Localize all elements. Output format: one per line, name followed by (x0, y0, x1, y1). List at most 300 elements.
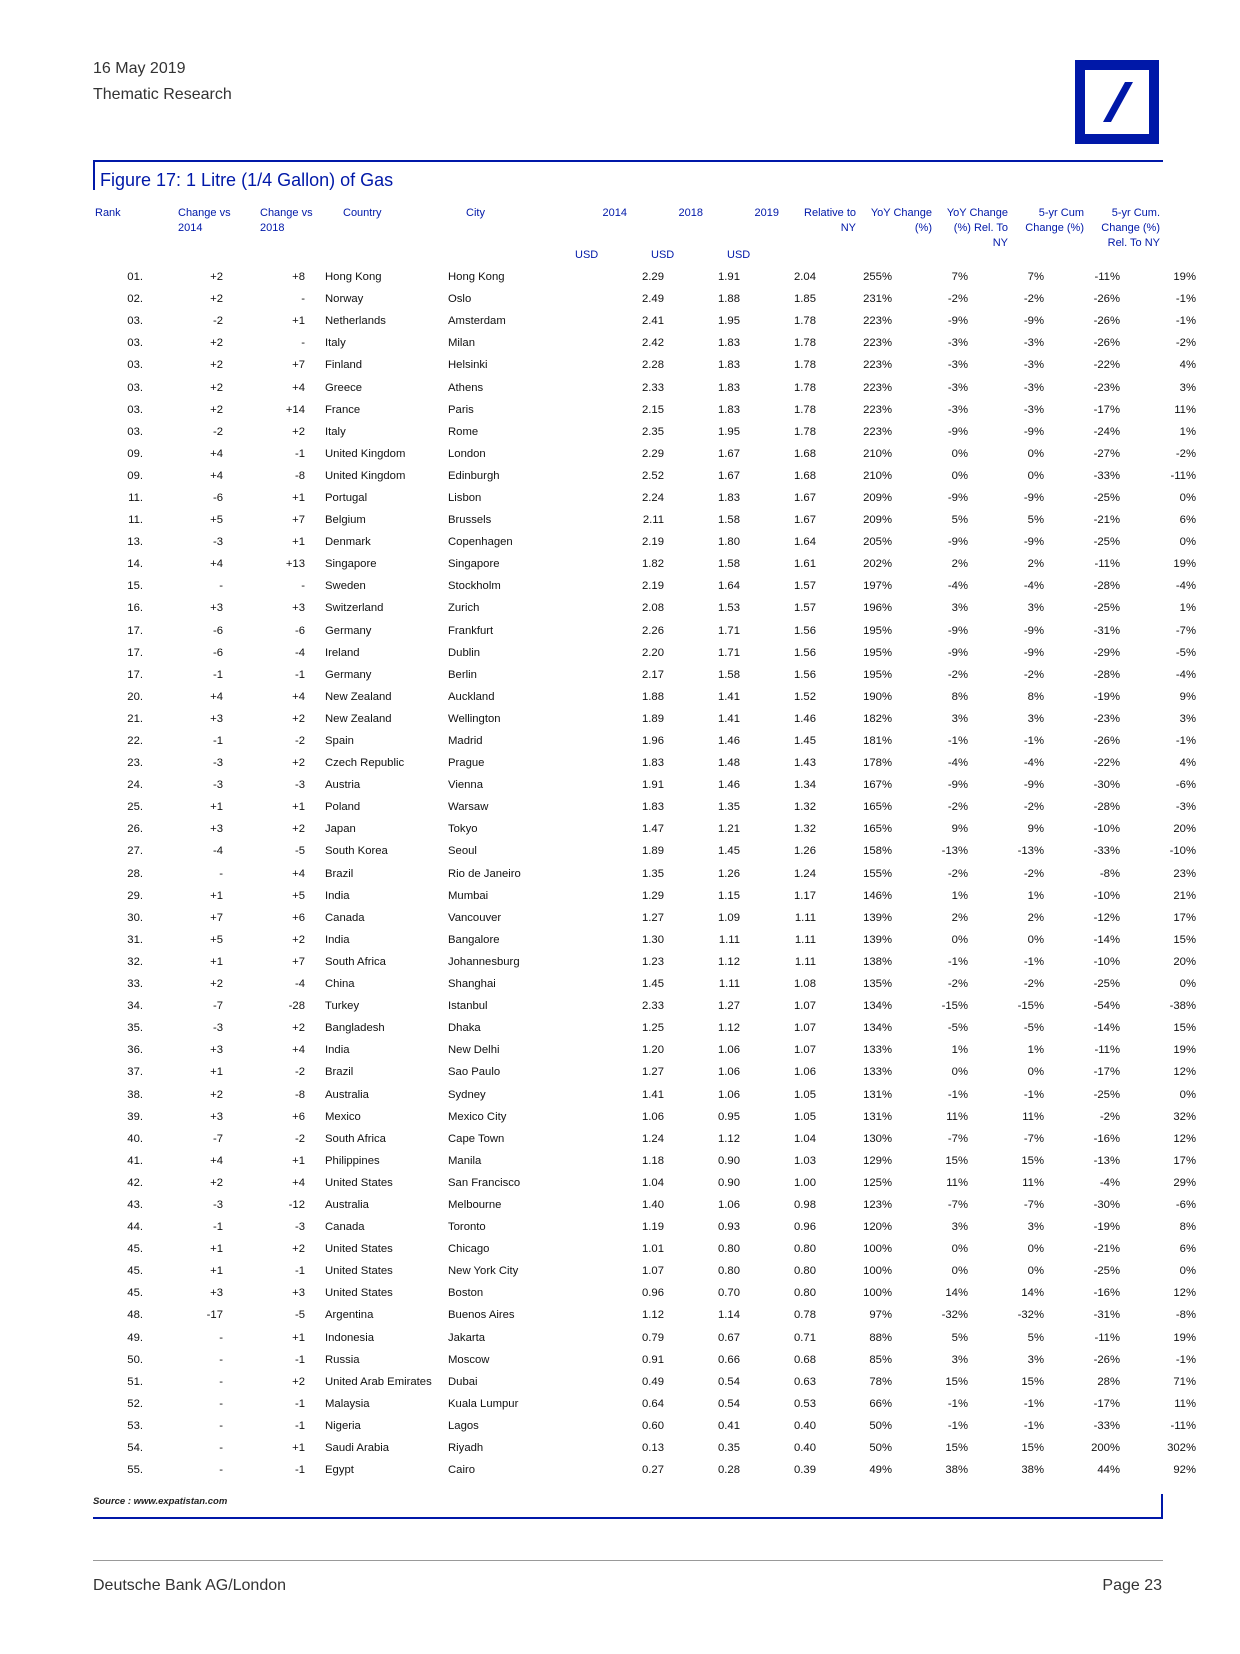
cell-price-2018: 1.12 (718, 1022, 740, 1035)
cell-price-2019: 1.56 (794, 646, 816, 659)
cell-country: Mexico (325, 1110, 361, 1123)
cell-country: Hong Kong (325, 271, 382, 284)
cell-spacer (305, 1437, 325, 1459)
cell-cum-5yr: -10% (1093, 823, 1120, 836)
cell-change-vs-2018: -6 (294, 624, 305, 637)
cell-change-vs-2018: +14 (285, 403, 305, 416)
cell-cum-5yr-rel-ny: 21% (1173, 889, 1196, 902)
cell-change-vs-2018: -12 (288, 1198, 305, 1211)
cell-city: Singapore (448, 558, 500, 571)
table-row (93, 465, 1196, 487)
cell-cum-5yr: -11% (1094, 558, 1120, 571)
cell-price-2019: 0.53 (794, 1397, 816, 1410)
cell-city: Istanbul (448, 1000, 488, 1013)
cell-yoy-change: -2% (947, 293, 968, 306)
cell-change-vs-2018: +7 (292, 955, 305, 968)
cell-change-vs-2018: -2 (294, 735, 305, 748)
cell-yoy-rel-ny: -7% (1023, 1132, 1044, 1145)
cell-change-vs-2014: +2 (210, 381, 223, 394)
cell-yoy-rel-ny: 0% (1027, 1066, 1044, 1079)
cell-change-vs-2018: +3 (292, 1287, 305, 1300)
cell-rank: 50. (127, 1353, 143, 1366)
cell-rank: 25. (127, 801, 143, 814)
cell-change-vs-2018: +4 (292, 1044, 305, 1057)
cell-price-2014: 2.17 (642, 668, 664, 681)
table-row (93, 1459, 1196, 1481)
cell-rank: 36. (127, 1044, 143, 1057)
cell-rank: 52. (127, 1397, 143, 1410)
cell-change-vs-2018: -8 (294, 1088, 305, 1101)
cell-rank: 38. (127, 1088, 143, 1101)
deutsche-bank-logo (1075, 60, 1159, 144)
cell-relative-ny: 190% (863, 690, 892, 703)
cell-spacer (305, 1150, 325, 1172)
cell-yoy-change: 3% (951, 1221, 968, 1234)
cell-relative-ny: 209% (863, 514, 892, 527)
cell-price-2014: 0.79 (642, 1331, 664, 1344)
cell-price-2019: 1.05 (794, 1110, 816, 1123)
cell-price-2019: 1.06 (794, 1066, 816, 1079)
cell-country: Nigeria (325, 1419, 361, 1432)
cell-relative-ny: 100% (863, 1287, 892, 1300)
cell-change-vs-2018: -1 (294, 1265, 305, 1278)
cell-city: Jakarta (448, 1331, 486, 1344)
cell-yoy-rel-ny: -1% (1023, 1088, 1044, 1101)
cell-cum-5yr-rel-ny: 1% (1179, 425, 1196, 438)
cell-relative-ny: 139% (863, 911, 892, 924)
cell-price-2018: 1.88 (718, 293, 740, 306)
col-header-yoy: YoY Change (%) (870, 207, 932, 234)
cell-cum-5yr-rel-ny: 8% (1179, 1221, 1196, 1234)
cell-spacer (305, 332, 325, 354)
cell-cum-5yr-rel-ny: 19% (1173, 558, 1196, 571)
cell-price-2018: 0.41 (718, 1419, 740, 1432)
cell-yoy-rel-ny: 3% (1027, 712, 1044, 725)
cell-price-2014: 2.33 (642, 1000, 664, 1013)
cell-price-2018: 1.12 (718, 1132, 740, 1145)
table-row (93, 686, 1196, 708)
cell-cum-5yr-rel-ny: -6% (1175, 779, 1196, 792)
cell-price-2018: 1.91 (718, 271, 740, 284)
cell-city: Sao Paulo (448, 1066, 501, 1079)
cell-city: Vienna (448, 779, 483, 792)
cell-cum-5yr: -31% (1093, 624, 1120, 637)
cell-price-2018: 0.80 (718, 1243, 740, 1256)
cell-change-vs-2018: - (301, 580, 305, 593)
cell-cum-5yr-rel-ny: 20% (1173, 955, 1196, 968)
cell-relative-ny: 133% (863, 1066, 892, 1079)
cell-relative-ny: 231% (863, 293, 892, 306)
cell-rank: 26. (127, 823, 143, 836)
cell-rank: 03. (127, 337, 143, 350)
cell-cum-5yr-rel-ny: 6% (1179, 1243, 1196, 1256)
cell-price-2014: 2.41 (642, 315, 664, 328)
cell-price-2014: 2.08 (642, 602, 664, 615)
cell-price-2019: 1.11 (794, 911, 816, 924)
cell-rank: 17. (127, 646, 143, 659)
cell-price-2019: 1.56 (794, 624, 816, 637)
cell-price-2014: 1.01 (642, 1243, 664, 1256)
cell-yoy-rel-ny: 5% (1027, 514, 1044, 527)
cell-price-2014: 2.29 (642, 447, 664, 460)
cell-price-2014: 1.29 (642, 889, 664, 902)
cell-rank: 29. (127, 889, 143, 902)
table-row (93, 1260, 1196, 1282)
cell-spacer (305, 664, 325, 686)
source-note: Source : www.expatistan.com (93, 1496, 228, 1507)
table-row (93, 730, 1196, 752)
cell-change-vs-2018: -28 (288, 1000, 305, 1013)
cell-yoy-rel-ny: -7% (1023, 1198, 1044, 1211)
cell-cum-5yr: -14% (1093, 933, 1120, 946)
cell-cum-5yr-rel-ny: -3% (1175, 801, 1196, 814)
cell-price-2019: 1.32 (794, 823, 816, 836)
cell-spacer (305, 1393, 325, 1415)
cell-cum-5yr: -13% (1093, 1154, 1120, 1167)
table-row (93, 575, 1196, 597)
cell-cum-5yr-rel-ny: 20% (1173, 823, 1196, 836)
cell-price-2019: 0.39 (794, 1464, 816, 1477)
cell-price-2014: 1.40 (642, 1198, 664, 1211)
cell-spacer (305, 509, 325, 531)
cell-price-2014: 1.83 (642, 757, 664, 770)
cell-yoy-rel-ny: 3% (1027, 1353, 1044, 1366)
cell-price-2019: 1.00 (794, 1176, 816, 1189)
footer-company: Deutsche Bank AG/London (93, 1577, 287, 1594)
cell-change-vs-2014: +2 (210, 978, 223, 991)
cell-yoy-change: -7% (947, 1198, 968, 1211)
cell-city: Madrid (448, 735, 483, 748)
cell-country: South Korea (325, 845, 388, 858)
table-row (93, 597, 1196, 619)
cell-cum-5yr-rel-ny: 19% (1173, 271, 1196, 284)
cell-city: Prague (448, 757, 485, 770)
cell-price-2019: 1.68 (794, 469, 816, 482)
cell-country: Canada (325, 911, 365, 924)
cell-relative-ny: 125% (863, 1176, 892, 1189)
cell-yoy-rel-ny: -13% (1017, 845, 1044, 858)
cell-rank: 13. (127, 536, 143, 549)
cell-cum-5yr-rel-ny: -1% (1175, 293, 1196, 306)
cell-cum-5yr-rel-ny: 15% (1173, 933, 1196, 946)
cell-yoy-rel-ny: -2% (1023, 867, 1044, 880)
cell-yoy-change: 0% (951, 933, 968, 946)
cell-relative-ny: 88% (869, 1331, 892, 1344)
table-row (93, 1238, 1196, 1260)
cell-cum-5yr-rel-ny: -1% (1175, 1353, 1196, 1366)
cell-price-2019: 1.78 (794, 337, 816, 350)
cell-cum-5yr-rel-ny: 0% (1179, 1265, 1196, 1278)
cell-price-2018: 1.83 (718, 491, 740, 504)
cell-spacer (305, 288, 325, 310)
cell-cum-5yr-rel-ny: -2% (1175, 337, 1196, 350)
cell-city: Lagos (448, 1419, 479, 1432)
cell-change-vs-2014: +3 (210, 712, 223, 725)
cell-change-vs-2014: - (219, 1375, 223, 1388)
cell-spacer (305, 310, 325, 332)
cell-spacer (305, 620, 325, 642)
cell-change-vs-2018: +8 (292, 271, 305, 284)
cell-yoy-rel-ny: -2% (1023, 293, 1044, 306)
cell-change-vs-2014: +2 (210, 359, 223, 372)
cell-price-2018: 1.83 (718, 403, 740, 416)
cell-city: Kuala Lumpur (448, 1397, 519, 1410)
cell-city: Stockholm (448, 580, 501, 593)
cell-price-2014: 2.11 (642, 514, 664, 527)
cell-change-vs-2014: +3 (210, 1044, 223, 1057)
figure-left-accent (93, 162, 95, 190)
cell-change-vs-2014: +4 (210, 447, 223, 460)
cell-yoy-rel-ny: -1% (1023, 1397, 1044, 1410)
page-number: Page 23 (1102, 1577, 1162, 1594)
cell-relative-ny: 130% (863, 1132, 892, 1145)
cell-price-2018: 0.67 (718, 1331, 740, 1344)
cell-price-2019: 1.61 (794, 558, 816, 571)
cell-country: United States (325, 1243, 393, 1256)
cell-change-vs-2018: +4 (292, 381, 305, 394)
cell-change-vs-2018: +1 (292, 1331, 305, 1344)
cell-change-vs-2014: +2 (210, 1176, 223, 1189)
cell-yoy-rel-ny: -9% (1023, 779, 1044, 792)
cell-cum-5yr-rel-ny: 19% (1173, 1331, 1196, 1344)
cell-price-2018: 1.11 (718, 978, 740, 991)
currency-label-2018: USD (651, 249, 675, 261)
cell-yoy-rel-ny: 1% (1027, 1044, 1044, 1057)
cell-price-2018: 1.15 (718, 889, 740, 902)
cell-change-vs-2018: +3 (292, 602, 305, 615)
cell-yoy-rel-ny: 1% (1027, 889, 1044, 902)
cell-price-2019: 0.40 (794, 1442, 816, 1455)
cell-price-2019: 1.46 (794, 712, 816, 725)
cell-city: New York City (448, 1265, 519, 1278)
cell-yoy-change: -2% (947, 867, 968, 880)
cell-rank: 45. (127, 1265, 143, 1278)
cell-country: United Arab Emirates (325, 1375, 432, 1388)
cell-cum-5yr-rel-ny: -1% (1175, 315, 1196, 328)
cell-yoy-change: 5% (951, 514, 968, 527)
cell-rank: 43. (127, 1198, 143, 1211)
cell-city: Boston (448, 1287, 484, 1300)
cell-relative-ny: 49% (869, 1464, 892, 1477)
cell-city: San Francisco (448, 1176, 521, 1189)
cell-city: Manila (448, 1154, 482, 1167)
cell-cum-5yr-rel-ny: 29% (1173, 1176, 1196, 1189)
cell-cum-5yr-rel-ny: 17% (1173, 911, 1196, 924)
report-subtitle: Thematic Research (93, 86, 232, 103)
cell-spacer (305, 266, 325, 288)
cell-relative-ny: 131% (863, 1088, 892, 1101)
cell-yoy-rel-ny: 5% (1027, 1331, 1044, 1344)
cell-city: Paris (448, 403, 474, 416)
cell-cum-5yr-rel-ny: -6% (1175, 1198, 1196, 1211)
cell-yoy-rel-ny: 0% (1027, 1243, 1044, 1256)
col-header-relative-ny: Relative to NY (804, 207, 856, 234)
cell-yoy-rel-ny: -9% (1023, 491, 1044, 504)
cell-price-2014: 0.60 (642, 1419, 664, 1432)
table-row (93, 1327, 1196, 1349)
cell-price-2019: 1.08 (794, 978, 816, 991)
cell-change-vs-2014: +4 (210, 1154, 223, 1167)
cell-price-2018: 1.67 (718, 469, 740, 482)
report-date: 16 May 2019 (93, 60, 186, 77)
cell-country: Philippines (325, 1154, 380, 1167)
col-header-city: City (466, 207, 485, 219)
cell-price-2018: 1.21 (718, 823, 740, 836)
cell-city: Copenhagen (448, 536, 513, 549)
cell-change-vs-2014: +3 (210, 1287, 223, 1300)
cell-price-2014: 1.41 (642, 1088, 664, 1101)
cell-spacer (305, 708, 325, 730)
cell-country: Czech Republic (325, 757, 405, 770)
table-row (93, 840, 1196, 862)
cell-price-2014: 1.04 (642, 1176, 664, 1189)
cell-change-vs-2018: +2 (292, 1022, 305, 1035)
table-row (93, 752, 1196, 774)
cell-change-vs-2014: +3 (210, 602, 223, 615)
cell-change-vs-2014: +2 (210, 293, 223, 306)
cell-city: Johannesburg (448, 955, 520, 968)
cell-yoy-change: -9% (947, 425, 968, 438)
cell-price-2019: 1.07 (794, 1000, 816, 1013)
table-row (93, 1349, 1196, 1371)
cell-change-vs-2014: +4 (210, 469, 223, 482)
cell-price-2018: 1.83 (718, 359, 740, 372)
cell-change-vs-2018: +1 (292, 315, 305, 328)
cell-rank: 48. (127, 1309, 143, 1322)
cell-yoy-change: -2% (947, 668, 968, 681)
cell-spacer (305, 575, 325, 597)
cell-cum-5yr: -22% (1093, 359, 1120, 372)
cell-relative-ny: 146% (863, 889, 892, 902)
cell-relative-ny: 123% (863, 1198, 892, 1211)
cell-yoy-rel-ny: 2% (1027, 558, 1044, 571)
cell-price-2019: 1.78 (794, 403, 816, 416)
cell-price-2019: 1.67 (794, 491, 816, 504)
cell-change-vs-2014: +2 (210, 337, 223, 350)
cell-country: New Zealand (325, 690, 392, 703)
cell-change-vs-2014: - (219, 1419, 223, 1432)
cell-cum-5yr: -30% (1093, 1198, 1120, 1211)
cell-yoy-change: 3% (951, 1353, 968, 1366)
cell-yoy-change: 15% (945, 1442, 968, 1455)
cell-cum-5yr-rel-ny: 0% (1179, 536, 1196, 549)
table-row (93, 1172, 1196, 1194)
cell-relative-ny: 181% (863, 735, 892, 748)
cell-change-vs-2018: +4 (292, 690, 305, 703)
cell-change-vs-2014: -6 (212, 646, 223, 659)
cell-cum-5yr-rel-ny: 71% (1173, 1375, 1196, 1388)
cell-city: Rome (448, 425, 479, 438)
cell-rank: 22. (127, 735, 143, 748)
cell-price-2019: 1.68 (794, 447, 816, 460)
cell-price-2019: 2.04 (794, 271, 816, 284)
cell-change-vs-2018: +13 (285, 558, 305, 571)
table-row (93, 774, 1196, 796)
cell-spacer (305, 1459, 325, 1481)
cell-yoy-rel-ny: 0% (1027, 447, 1044, 460)
cell-city: Chicago (448, 1243, 490, 1256)
cell-yoy-change: -3% (947, 359, 968, 372)
cell-price-2019: 1.03 (794, 1154, 816, 1167)
cell-change-vs-2014: - (219, 580, 223, 593)
cell-spacer (305, 531, 325, 553)
cell-change-vs-2018: -2 (294, 1066, 305, 1079)
cell-country: India (325, 889, 350, 902)
cell-price-2014: 2.33 (642, 381, 664, 394)
cell-cum-5yr-rel-ny: -7% (1175, 624, 1196, 637)
cell-country: Egypt (325, 1464, 354, 1477)
cell-yoy-change: 2% (951, 558, 968, 571)
cell-change-vs-2018: -1 (294, 668, 305, 681)
cell-change-vs-2018: -5 (294, 845, 305, 858)
cell-country: Brazil (325, 1066, 354, 1079)
cell-spacer (305, 1415, 325, 1437)
cell-price-2019: 1.17 (794, 889, 816, 902)
cell-relative-ny: 165% (863, 823, 892, 836)
cell-change-vs-2014: - (219, 1464, 223, 1477)
cell-yoy-change: -1% (947, 1397, 968, 1410)
cell-rank: 21. (127, 712, 143, 725)
cell-rank: 14. (127, 558, 143, 571)
cell-spacer (305, 1106, 325, 1128)
cell-price-2019: 1.45 (794, 735, 816, 748)
cell-yoy-rel-ny: 0% (1027, 933, 1044, 946)
cell-relative-ny: 133% (863, 1044, 892, 1057)
cell-relative-ny: 195% (863, 624, 892, 637)
cell-change-vs-2014: +4 (210, 690, 223, 703)
cell-change-vs-2014: -1 (212, 668, 223, 681)
cell-change-vs-2014: -1 (212, 735, 223, 748)
cell-city: Melbourne (448, 1198, 502, 1211)
cell-price-2019: 0.68 (794, 1353, 816, 1366)
cell-yoy-change: 11% (946, 1110, 968, 1123)
cell-rank: 51. (127, 1375, 143, 1388)
cell-spacer (305, 553, 325, 575)
cell-price-2019: 1.07 (794, 1022, 816, 1035)
cell-yoy-change: 11% (946, 1176, 968, 1189)
col-header-2019: 2019 (754, 207, 779, 219)
cell-country: Bangladesh (325, 1022, 385, 1035)
table-row (93, 1128, 1196, 1150)
cell-change-vs-2018: -4 (294, 646, 305, 659)
cell-change-vs-2018: - (301, 337, 305, 350)
cell-price-2019: 1.34 (794, 779, 816, 792)
cell-relative-ny: 66% (869, 1397, 892, 1410)
cell-price-2019: 0.96 (794, 1221, 816, 1234)
cell-cum-5yr: -14% (1093, 1022, 1120, 1035)
cell-country: Portugal (325, 491, 368, 504)
cell-price-2018: 0.90 (718, 1176, 740, 1189)
table-row (93, 487, 1196, 509)
cell-yoy-rel-ny: 9% (1027, 823, 1044, 836)
cell-spacer (305, 1349, 325, 1371)
cell-spacer (305, 465, 325, 487)
cell-cum-5yr-rel-ny: -10% (1169, 845, 1196, 858)
cell-price-2018: 1.46 (718, 735, 740, 748)
cell-price-2018: 1.11 (718, 933, 740, 946)
cell-price-2018: 1.58 (718, 668, 740, 681)
cell-rank: 24. (127, 779, 143, 792)
currency-label-2019: USD (727, 249, 751, 261)
table-row (93, 1083, 1196, 1105)
cell-change-vs-2018: +4 (292, 867, 305, 880)
cell-price-2014: 1.91 (642, 779, 664, 792)
cell-yoy-change: 9% (951, 823, 968, 836)
cell-relative-ny: 135% (863, 978, 892, 991)
col-header-2014: 2014 (602, 207, 627, 219)
cell-relative-ny: 78% (869, 1375, 892, 1388)
cell-country: Finland (325, 359, 363, 372)
